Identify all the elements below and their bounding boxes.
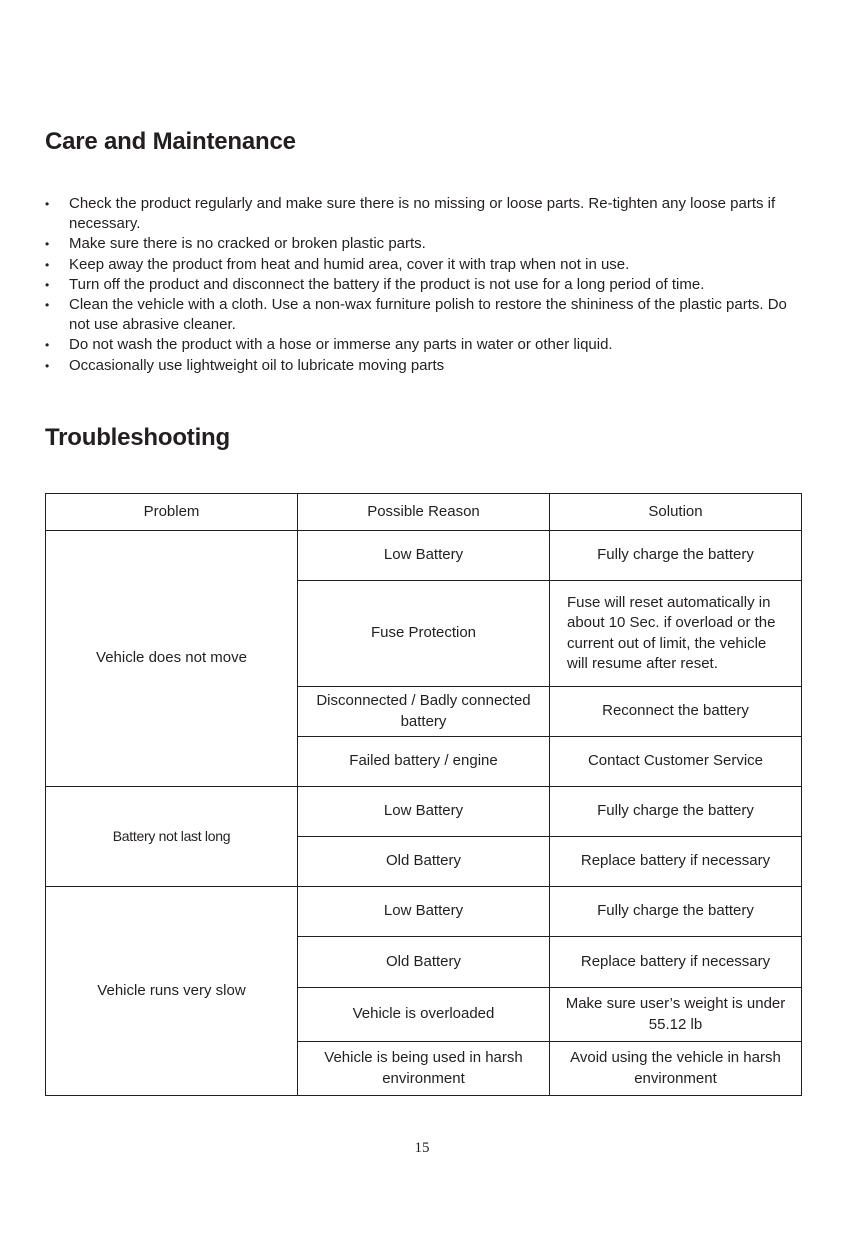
bullet-icon: • bbox=[45, 257, 50, 272]
page-number: 15 bbox=[414, 1140, 430, 1156]
solution-cell: Avoid using the vehicle in harsh environment bbox=[550, 1042, 802, 1096]
table-row bbox=[46, 787, 802, 837]
reason-cell: Failed battery / engine bbox=[298, 737, 550, 787]
solution-cell: Contact Customer Service bbox=[550, 737, 802, 787]
bullet-icon: • bbox=[45, 358, 50, 373]
table-row bbox=[46, 887, 802, 937]
table-header-row bbox=[46, 494, 802, 531]
solution-cell: Reconnect the battery bbox=[550, 687, 802, 737]
solution-cell: Fully charge the battery bbox=[550, 531, 802, 581]
bullet-icon: • bbox=[45, 237, 50, 252]
column-header-reason: Possible Reason bbox=[298, 494, 550, 531]
solution-cell: Fully charge the battery bbox=[550, 787, 802, 837]
troubleshooting-table bbox=[45, 493, 802, 1096]
reason-cell: Low Battery bbox=[298, 787, 550, 837]
solution-cell: Fully charge the battery bbox=[550, 887, 802, 937]
solution-cell: Replace battery if necessary bbox=[550, 937, 802, 988]
reason-cell: Old Battery bbox=[298, 937, 550, 988]
list-item: • Keep away the product from heat and humid area, cover it with trap when not in use. bbox=[45, 255, 805, 275]
solution-cell: Fuse will reset automatically in about 10 Sec. if overload or the current out of limit, the vehicle will resume after reset. bbox=[550, 581, 802, 687]
problem-cell: Vehicle does not move bbox=[46, 531, 298, 787]
list-item: • Do not wash the product with a hose or immerse any parts in water or other liquid. bbox=[45, 335, 805, 355]
column-header-solution: Solution bbox=[550, 494, 802, 531]
column-header-problem: Problem bbox=[46, 494, 298, 531]
list-item: • Clean the vehicle with a cloth. Use a non-wax furniture polish to restore the shininess of the plastic parts. Do not use abrasive cleaner. bbox=[45, 296, 787, 334]
reason-cell: Old Battery bbox=[298, 837, 550, 887]
troubleshooting-heading: Troubleshooting bbox=[45, 424, 230, 451]
bullet-icon: • bbox=[45, 197, 50, 211]
bullet-icon: • bbox=[45, 298, 50, 313]
table-row bbox=[46, 531, 802, 581]
list-item: • Make sure there is no cracked or broken plastic parts. bbox=[45, 234, 805, 254]
reason-cell: Vehicle is overloaded bbox=[298, 988, 550, 1042]
reason-cell: Low Battery bbox=[298, 531, 550, 581]
list-item: • Check the product regularly and make sure there is no missing or loose parts. Re-tighten any loose parts if necessary. bbox=[45, 195, 776, 233]
problem-cell: Battery not last long bbox=[46, 787, 298, 887]
reason-cell: Fuse Protection bbox=[298, 581, 550, 687]
bullet-icon: • bbox=[45, 338, 50, 353]
care-maintenance-heading: Care and Maintenance bbox=[45, 128, 296, 155]
care-maintenance-list bbox=[45, 194, 805, 376]
problem-cell: Vehicle runs very slow bbox=[46, 887, 298, 1096]
bullet-icon: • bbox=[45, 277, 50, 292]
reason-cell: Vehicle is being used in harsh environment bbox=[298, 1042, 550, 1096]
reason-cell: Disconnected / Badly connected battery bbox=[298, 687, 550, 737]
solution-cell: Replace battery if necessary bbox=[550, 837, 802, 887]
list-item: • Turn off the product and disconnect the battery if the product is not use for a long period of time. bbox=[45, 275, 805, 295]
list-item: • Occasionally use lightweight oil to lubricate moving parts bbox=[45, 356, 805, 376]
solution-cell: Make sure user’s weight is under 55.12 lb bbox=[550, 988, 802, 1042]
reason-cell: Low Battery bbox=[298, 887, 550, 937]
